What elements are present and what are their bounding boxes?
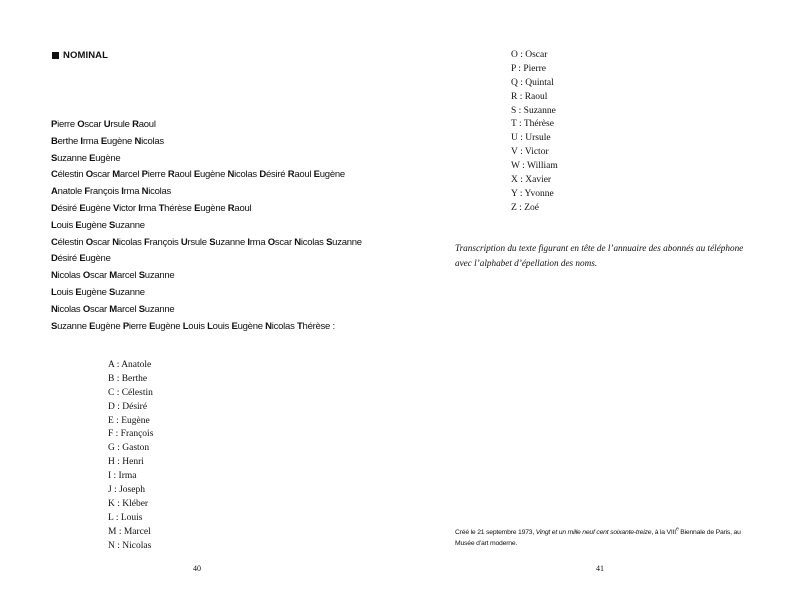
alphabet-entry: X : Xavier [511, 175, 552, 186]
word-initial: T [296, 320, 303, 332]
word-initial: L [51, 286, 57, 298]
spelled-word [89, 321, 120, 332]
word-initial: E [79, 202, 86, 214]
spelled-word [134, 136, 163, 147]
spelled-word [51, 220, 73, 231]
word-rest: aoul [174, 169, 192, 181]
spelled-word [294, 237, 323, 248]
spelled-word [51, 186, 82, 197]
word-rest: ouis [188, 320, 205, 332]
word-rest: ugène [155, 320, 181, 332]
word-rest: uzanne [144, 270, 175, 282]
word-rest: icolas [57, 270, 81, 282]
word-rest: uzanne [332, 236, 362, 248]
word-initial: L [207, 320, 213, 332]
alphabet-entry: Z : Zoé [511, 202, 539, 213]
spelled-word [109, 287, 145, 298]
black-square-icon [52, 52, 59, 59]
word-rest: icolas [271, 320, 295, 332]
spelled-word [75, 220, 106, 231]
word-rest: natole [57, 186, 83, 198]
word-rest: icolas [141, 135, 164, 147]
word-rest: scar [92, 236, 110, 248]
word-initial: N [51, 270, 58, 282]
spelled-word [159, 203, 192, 214]
word-rest: ouis [56, 219, 73, 231]
word-rest: scar [92, 169, 110, 181]
spelled-line [51, 302, 381, 319]
spelled-word [84, 186, 118, 197]
page-number-left: 40 [193, 564, 201, 573]
caption: Transcription du texte figurant en tête de l’annuaire des abonnés au téléphone avec l’alphabet d’épellation des noms. [455, 243, 744, 268]
spelled-word [51, 270, 80, 281]
word-initial: O [85, 169, 93, 181]
spelled-word [123, 321, 147, 332]
alphabet-entry: I : Irma [108, 471, 137, 482]
spelled-word [109, 270, 136, 281]
spelled-word [83, 304, 107, 315]
word-initial: E [75, 286, 82, 298]
word-rest: ugène [81, 286, 107, 298]
alphabet-list-o-z [511, 49, 558, 216]
spelled-word [288, 169, 312, 180]
word-initial: F [144, 236, 150, 248]
spelled-line [51, 285, 381, 302]
word-rest: ictor [119, 202, 136, 214]
word-rest: rma [140, 202, 157, 214]
word-initial: S [109, 219, 116, 231]
spelled-word [75, 287, 106, 298]
word-initial: S [51, 320, 58, 332]
spelled-word [51, 253, 77, 264]
word-initial: R [227, 202, 235, 214]
alphabet-entry: Y : Yvonne [511, 188, 554, 199]
word-rest: icolas [148, 186, 172, 198]
word-rest: ugène [106, 135, 133, 147]
spelled-line [51, 201, 381, 218]
alphabet-entry: A : Anatole [108, 360, 152, 370]
spelled-word [326, 237, 362, 248]
spelled-word [259, 169, 285, 180]
alphabet-entry: V : Victor [511, 147, 549, 158]
alphabet-entry: K : Kléber [108, 498, 149, 509]
word-rest: scar [89, 270, 107, 282]
alphabet-entry: E : Eugène [108, 415, 150, 426]
word-rest: ésiré [57, 202, 77, 214]
spelled-word [268, 237, 292, 248]
word-initial: N [51, 303, 58, 315]
spelled-word [86, 169, 110, 180]
word-initial: I [138, 202, 141, 214]
alphabet-entry: L : Louis [108, 512, 143, 523]
word-initial: E [149, 320, 156, 332]
spelled-line [51, 184, 381, 201]
word-rest: uzanne [215, 236, 245, 248]
spelled-line [51, 151, 381, 168]
spelled-word [194, 169, 225, 180]
spelled-word [51, 321, 87, 332]
word-initial: E [194, 202, 201, 214]
alphabet-entry: P : Pierre [511, 63, 547, 74]
word-rest: arcel [119, 169, 140, 181]
alphabet-entry: W : William [511, 161, 558, 172]
word-initial: E [89, 152, 96, 164]
word-rest: ésiré [265, 169, 286, 181]
word-initial: E [231, 320, 238, 332]
word-rest: ugène [237, 320, 263, 332]
alphabet-entry: H : Henri [108, 457, 144, 468]
word-initial: U [180, 236, 188, 248]
spelled-word [51, 287, 73, 298]
word-rest: ouis [56, 286, 73, 298]
word-initial: S [109, 286, 116, 298]
spelled-line [51, 319, 381, 336]
word-rest: uzanne [115, 219, 145, 231]
word-rest: scar [274, 236, 292, 248]
word-initial: S [51, 152, 58, 164]
word-initial: O [85, 236, 93, 248]
word-rest: icolas [118, 236, 142, 248]
spelled-word [181, 237, 207, 248]
spelled-word [89, 153, 120, 164]
word-initial: P [122, 320, 129, 332]
word-initial: N [227, 169, 235, 181]
spelled-word [232, 321, 263, 332]
word-rest: icolas [234, 169, 257, 181]
spelled-word [79, 253, 110, 264]
spelled-word [209, 237, 245, 248]
word-initial: V [113, 202, 120, 214]
alphabet-entry: T : Thérèse [511, 119, 554, 130]
word-initial: C [51, 236, 58, 248]
alphabet-list-a-n [108, 359, 153, 553]
spelled-word [112, 237, 141, 248]
spelled-word [83, 270, 107, 281]
spelled-line [51, 167, 381, 184]
word-initial: N [141, 186, 149, 198]
alphabet-entry: O : Oscar [511, 50, 548, 60]
word-initial: S [326, 236, 333, 248]
word-initial: R [132, 119, 139, 130]
alphabet-entry: N : Nicolas [108, 540, 152, 551]
word-initial: N [112, 236, 119, 248]
spelled-word [104, 119, 130, 130]
word-rest: arcel [116, 303, 137, 315]
alphabet-entry: S : Suzanne [511, 105, 556, 116]
word-initial: R [167, 169, 175, 181]
spelled-word [149, 321, 180, 332]
word-rest: rma [123, 186, 140, 198]
spelled-word [51, 304, 80, 315]
word-initial: C [51, 169, 58, 181]
word-initial: E [313, 169, 320, 181]
word-rest: hérèse : [302, 320, 335, 332]
word-rest: ugène [85, 202, 111, 214]
alphabet-entry: B : Berthe [108, 373, 148, 384]
word-initial: U [103, 119, 111, 130]
word-rest: uzanne [57, 152, 87, 164]
spelled-word [265, 321, 294, 332]
word-rest: ierre [128, 320, 147, 332]
word-initial: T [158, 202, 165, 214]
spelled-word [142, 169, 166, 180]
word-rest: ierre [57, 119, 75, 130]
word-initial: F [84, 186, 90, 198]
spelled-word [77, 119, 101, 130]
spelled-word [132, 119, 156, 130]
word-rest: rma [249, 236, 266, 248]
word-rest: scar [89, 303, 107, 315]
spelled-word [228, 169, 257, 180]
spelled-word [144, 237, 178, 248]
word-rest: élestin [57, 236, 84, 248]
word-rest: rsule [187, 236, 207, 248]
spelled-word [183, 321, 205, 332]
spelled-word [142, 186, 171, 197]
word-rest: ugène [85, 253, 111, 265]
spelled-word [112, 169, 139, 180]
word-rest: uzanne [57, 320, 87, 332]
word-initial: M [109, 303, 117, 315]
word-rest: rma [82, 135, 99, 147]
word-initial: O [82, 303, 90, 315]
spelled-word [113, 203, 136, 214]
spelled-line [51, 117, 381, 134]
footnote-middle: , à la VIII [651, 529, 676, 536]
spelled-word [109, 220, 145, 231]
spelled-line [51, 268, 381, 285]
page-number-right: 41 [596, 564, 604, 573]
word-initial: O [77, 119, 85, 130]
alphabet-entry: Q : Quintal [511, 77, 554, 88]
word-initial: O [267, 236, 275, 248]
word-rest: aoul [234, 202, 252, 214]
word-initial: N [265, 320, 272, 332]
word-initial: B [51, 135, 58, 147]
word-rest: élestin [57, 169, 84, 181]
word-rest: arcel [116, 270, 137, 282]
alphabet-entry: M : Marcel [108, 526, 151, 537]
word-initial: L [182, 320, 189, 332]
spelled-word [168, 169, 192, 180]
word-initial: P [141, 169, 148, 181]
word-rest: ugène [81, 219, 107, 231]
spelled-word [51, 169, 83, 180]
footnote-superscript: e [675, 526, 679, 533]
spelled-word [109, 304, 136, 315]
word-initial: E [79, 253, 86, 265]
alphabet-entry: F : François [108, 429, 154, 440]
word-initial: I [247, 236, 250, 248]
word-initial: P [51, 119, 58, 130]
word-initial: S [138, 270, 145, 282]
spelled-line [51, 218, 381, 235]
section-title [52, 50, 108, 61]
word-initial: I [80, 135, 83, 147]
footnote-suffix: Biennale de Paris, au Musée d’art moderne. [455, 529, 741, 547]
word-initial: L [51, 219, 57, 231]
spelled-word [51, 237, 83, 248]
word-initial: D [51, 202, 58, 214]
word-rest: aoul [138, 119, 156, 130]
alphabet-entry: U : Ursule [511, 133, 551, 144]
spelled-word [139, 304, 175, 315]
word-rest: erthe [57, 135, 79, 147]
word-initial: S [209, 236, 216, 248]
alphabet-entry: R : Raoul [511, 91, 548, 102]
word-initial: D [259, 169, 266, 181]
word-rest: uzanne [115, 286, 145, 298]
word-initial: E [193, 169, 200, 181]
footnote-title: Vingt et un mille neuf cent soixante-treize [535, 529, 652, 536]
spelled-word [51, 119, 75, 130]
alphabet-entry: D : Désiré [108, 401, 148, 412]
word-initial: E [75, 219, 82, 231]
word-rest: hérèse [164, 202, 192, 214]
word-rest: rançois [149, 236, 179, 248]
spelled-word [207, 321, 229, 332]
word-rest: ugène [200, 202, 226, 214]
spelled-word [51, 136, 78, 147]
spelled-line [51, 134, 381, 151]
word-initial: E [100, 135, 107, 147]
spelled-word [79, 203, 110, 214]
alphabet-entry: G : Gaston [108, 443, 150, 454]
word-rest: rsule [110, 119, 130, 130]
word-rest: scar [84, 119, 102, 130]
spelled-word [297, 321, 335, 332]
word-rest: ouis [212, 320, 230, 332]
word-initial: O [82, 270, 90, 282]
word-initial: R [287, 169, 295, 181]
spelled-line [51, 251, 381, 268]
word-initial: N [294, 236, 301, 248]
spelled-name-lines [51, 117, 381, 335]
section-title-text: NOMINAL [63, 50, 109, 61]
word-rest: ugène [319, 169, 345, 181]
alphabet-entry: J : Joseph [108, 485, 145, 496]
spelled-line [51, 235, 381, 252]
spelled-word [194, 203, 225, 214]
word-initial: M [109, 270, 117, 282]
word-initial: A [51, 186, 58, 198]
word-initial: N [134, 135, 142, 147]
word-initial: M [112, 169, 120, 181]
word-initial: I [121, 186, 124, 198]
spelled-word [247, 237, 265, 248]
spelled-word [80, 136, 98, 147]
word-rest: ugène [95, 320, 121, 332]
footnote-prefix: Créé le 21 septembre 1973, [455, 529, 536, 536]
word-initial: E [89, 320, 96, 332]
spelled-word [121, 186, 139, 197]
spelled-word [101, 136, 132, 147]
word-rest: icolas [57, 303, 81, 315]
footnote [455, 528, 755, 549]
spelled-word [86, 237, 110, 248]
spelled-word [51, 153, 87, 164]
word-rest: uzanne [144, 303, 175, 315]
word-initial: D [51, 253, 58, 265]
spelled-word [228, 203, 252, 214]
word-rest: ugène [95, 152, 121, 164]
word-rest: aoul [294, 169, 312, 181]
spelled-word [51, 203, 77, 214]
word-initial: S [138, 303, 145, 315]
word-rest: rançois [89, 186, 119, 198]
spelled-word [314, 169, 345, 180]
spelled-word [139, 270, 175, 281]
word-rest: ugène [199, 169, 226, 181]
word-rest: ésiré [57, 253, 77, 265]
alphabet-entry: C : Célestin [108, 387, 153, 398]
word-rest: ierre [147, 169, 166, 181]
spelled-word [138, 203, 156, 214]
word-rest: icolas [300, 236, 324, 248]
